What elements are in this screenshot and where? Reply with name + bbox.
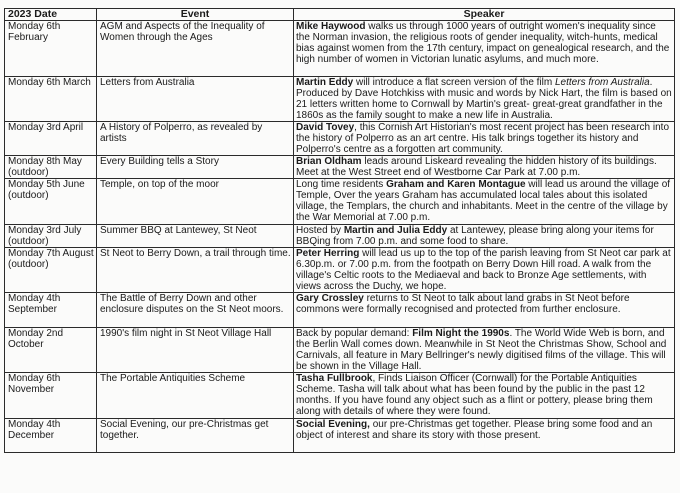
row-date: Monday 5th June (outdoor) [5,179,97,225]
row-speaker [294,179,675,225]
header-speaker: Speaker [294,9,675,21]
row-date: Monday 3rd April [5,122,97,156]
row-speaker [294,328,675,373]
row-event: The Portable Antiquities Scheme [97,373,294,419]
speaker-name: Film Night the 1990s [412,328,510,339]
speaker-text: will lead us around the village of Temple, Over the years Graham has accumulated local tales about this isolated village, the Templars, the church and inhabitants. Meet in the centre of the village by the War Memorial at 7.00 p.m. [296,179,671,223]
row-event: AGM and Aspects of the Inequality of Women through the Ages [97,21,294,77]
row-speaker [294,419,675,453]
row-speaker [294,21,675,77]
speaker-name: Martin Eddy [296,77,354,88]
row-date: Monday 7th August (outdoor) [5,248,97,293]
row-date: Monday 4th December [5,419,97,453]
speaker-text: Long time residents [296,179,387,190]
row-event: Every Building tells a Story [97,156,294,179]
row-speaker [294,77,675,122]
row-event: St Neot to Berry Down, a trail through time. [97,248,294,293]
row-event: Social Evening, our pre-Christmas get together. [97,419,294,453]
speaker-name: Gary Crossley [296,293,364,304]
speaker-text: at Lantewey, please bring along your items for BBQing from 7.00 p.m. and some food to share. [296,225,654,247]
row-date: Monday 6th February [5,21,97,77]
row-event: A History of Polperro, as revealed by artists [97,122,294,156]
speaker-name: Tasha Fullbrook [296,373,373,384]
speaker-name: Graham and Karen Montague [386,179,526,190]
speaker-text: will introduce a flat screen version of the film [353,77,555,88]
row-date: Monday 3rd July (outdoor) [5,225,97,248]
row-speaker [294,373,675,419]
table-row [5,179,675,225]
row-speaker [294,225,675,248]
speaker-text: our pre-Christmas get together. Please bring some food and an object of interest and share its story with those present. [296,419,653,441]
speaker-text: , Finds Liaison Officer (Cornwall) for the Portable Antiquities Scheme. Tasha will talk about what has been found by the public in the past 12 months. If you have found any object such as a flint or pottery, please bring them along with details of where they were found. [296,373,653,417]
table-row [5,21,675,77]
row-event: The Battle of Berry Down and other enclosure disputes on the St Neot moors. [97,293,294,328]
speaker-text: Hosted by [296,225,344,236]
row-speaker [294,248,675,293]
row-speaker [294,156,675,179]
table-body [5,21,675,453]
header-date: 2023 Date [5,9,97,21]
speaker-name: Martin and Julia Eddy [343,225,448,236]
row-date: Monday 2nd October [5,328,97,373]
row-date: Monday 6th March [5,77,97,122]
speaker-name: David Tovey [296,122,355,133]
speaker-text: . Produced by Dave Hotchkiss with music and words by Nick Hart, the film is based on 21 letters written home to Cornwall by Martin's great- great-great grandfather in the 1860s as the family sought to make a new life in Australia. [296,77,672,121]
header-event: Event [97,9,294,21]
table-row [5,225,675,248]
speaker-text: . The World Wide Web is born, and the Berlin Wall comes down. Meanwhile in St Neot the Christmas Show, School and Carnivals, all feature in Mary Bellringer's newly digitised films of the village. This will be shown in the Village Hall. [296,328,667,372]
speaker-text: Back by popular demand: [296,328,413,339]
table-row [5,328,675,373]
row-date: Monday 4th September [5,293,97,328]
film-title: Letters from Australia [555,77,650,88]
row-event: Summer BBQ at Lantewey, St Neot [97,225,294,248]
speaker-name: Brian Oldham [296,156,362,167]
table-row [5,419,675,453]
row-speaker [294,122,675,156]
speaker-text: walks us through 1000 years of outright women's inequality since the Norman invasion, the religious roots of gender inequality, witch-hunts, medical bias against women from the 17th century, impact on genealogical research, and the high number of women in Victorian lunatic asylums, and much more. [296,21,670,65]
row-speaker [294,293,675,328]
table-row [5,122,675,156]
programme-table [4,8,675,453]
table-row [5,77,675,122]
row-date: Monday 6th November [5,373,97,419]
row-event: Temple, on top of the moor [97,179,294,225]
speaker-text: leads around Liskeard revealing the hidden history of its buildings. Meet at the West Street end of Westborne Car Park at 7.00 p.m. [296,156,657,178]
speaker-text: will lead us up to the top of the parish leaving from St Neot car park at 6.30p.m. or 7.00 p.m. from the footpath on Berry Down Hill road. A walk from the village's Celtic roots to the Mediaeval and back to Bronze Age settlements, with views across the Duchy, we hope. [296,248,671,292]
speaker-text: returns to St Neot to talk about land grabs in St Neot before commons were formally recognised and protected from further enclosure. [296,293,630,315]
speaker-name: Peter Herring [296,248,360,259]
row-event: Letters from Australia [97,77,294,122]
table-row [5,248,675,293]
speaker-name: Mike Haywood [296,21,366,32]
row-date: Monday 8th May (outdoor) [5,156,97,179]
table-row [5,156,675,179]
speaker-name: Social Evening, [296,419,370,430]
speaker-text: , this Cornish Art Historian's most recent project has been research into the history of Polperro as an art centre. His talk brings together its history and Polperro's centre as a forgotten art community. [296,122,670,155]
header-row [5,9,675,21]
table-row [5,293,675,328]
table-row [5,373,675,419]
row-event: 1990's film night in St Neot Village Hall [97,328,294,373]
